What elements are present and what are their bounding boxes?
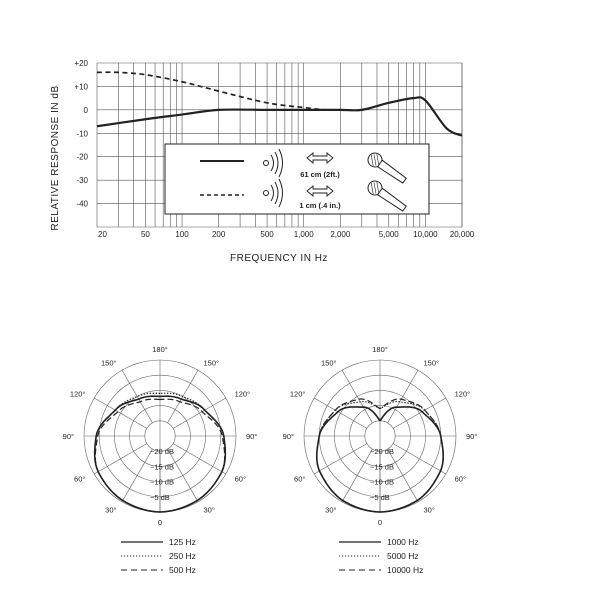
polar-spoke [342,449,372,502]
legend-distance-far: 61 cm (2ft.) [300,170,340,179]
x-tick-label: 5,000 [378,230,399,239]
polar-spoke [342,370,372,423]
polar-spoke [388,370,418,423]
x-tick-label: 20 [98,230,107,239]
x-tick-label: 100 [175,230,189,239]
polar-ring-label: −15 dB [370,462,394,472]
polar-patterns [0,330,590,600]
polar-ring-label: −20 dB [370,447,394,457]
polar-angle-label: 180° [372,345,388,354]
polar-angle-label: 60° [234,474,246,484]
legend-background [165,144,429,214]
polar-angle-label: 0 [157,518,163,527]
polar-angle-label: 60° [454,474,466,484]
polar-spoke [388,449,418,502]
x-tick-label: 50 [140,230,150,239]
y-tick-label: 0 [83,105,88,115]
polar-angle-label: 30° [325,505,337,515]
polar-spoke [314,444,367,474]
polar-spoke [393,398,446,428]
polar-angle-label: 60° [294,474,306,484]
polar-angle-label: 90° [62,432,74,441]
legend-label: 500 Hz [169,565,196,575]
polar-spoke [168,449,198,502]
x-tick-label: 10,000 [413,230,438,239]
legend-label: 250 Hz [169,551,196,561]
y-tick-label: -20 [76,152,88,162]
x-axis-label: FREQUENCY IN Hz [230,253,328,264]
x-tick-labels [98,230,475,239]
polar-angle-label: 90° [466,432,478,441]
polar-ring-label: −15 dB [150,462,174,472]
y-tick-label: +10 [74,82,88,92]
frequency-series [97,72,462,135]
x-tick-label: 2,000 [330,230,351,239]
legend-label: 1000 Hz [387,537,419,547]
polar-angle-label: 0 [377,518,383,527]
polar-spoke [393,444,446,474]
y-axis-label: RELATIVE RESPONSE IN dB [50,85,61,231]
series-line-far [97,97,462,135]
x-tick-label: 500 [260,230,274,239]
polar-angle-label: 180° [152,345,168,354]
x-tick-label: 200 [211,230,226,239]
polar-ring-label: −20 dB [150,447,174,457]
polar-angle-label: 120° [454,389,471,399]
legend-label: 125 Hz [169,537,196,547]
y-tick-label: -30 [76,176,88,186]
polar-ring-label: −5 dB [150,492,170,502]
x-tick-label: 1,000 [293,230,314,239]
polar-angle-label: 90° [246,432,258,441]
y-tick-label: -40 [76,199,88,209]
polar-angle-label: 120° [289,389,306,399]
polar-angle-label: 120° [69,389,86,399]
frequency-legend-box [165,144,429,214]
y-tick-label: -10 [76,129,88,139]
polar-angle-label: 30° [105,505,117,515]
legend-label: 5000 Hz [387,551,419,561]
polar-ring-label: −10 dB [370,477,394,487]
polar-spoke [94,444,147,474]
polar-angle-label: 30° [423,505,435,515]
polar-chart-high-frequencies [283,345,478,575]
polar-angle-label: 150° [203,358,220,368]
polar-spoke [173,444,226,474]
legend-label: 10000 Hz [387,565,424,575]
polar-angle-label: 150° [320,358,337,368]
x-tick-label: 20,000 [449,230,475,239]
polar-spoke [122,449,152,502]
polar-angle-label: 120° [234,389,251,399]
y-tick-labels [74,59,88,209]
polar-spoke [314,398,367,428]
legend-distance-near: 1 cm (.4 in.) [299,201,341,210]
polar-angle-label: 150° [100,358,117,368]
polar-angle-label: 90° [282,432,294,441]
polar-angle-label: 60° [74,474,86,484]
polar-angle-label: 150° [423,358,440,368]
polar-chart-low-frequencies [63,345,258,575]
polar-ring-label: −10 dB [150,477,174,487]
polar-angle-label: 30° [203,505,215,515]
polar-ring-label: −5 dB [370,492,390,502]
y-tick-label: +20 [74,59,88,68]
